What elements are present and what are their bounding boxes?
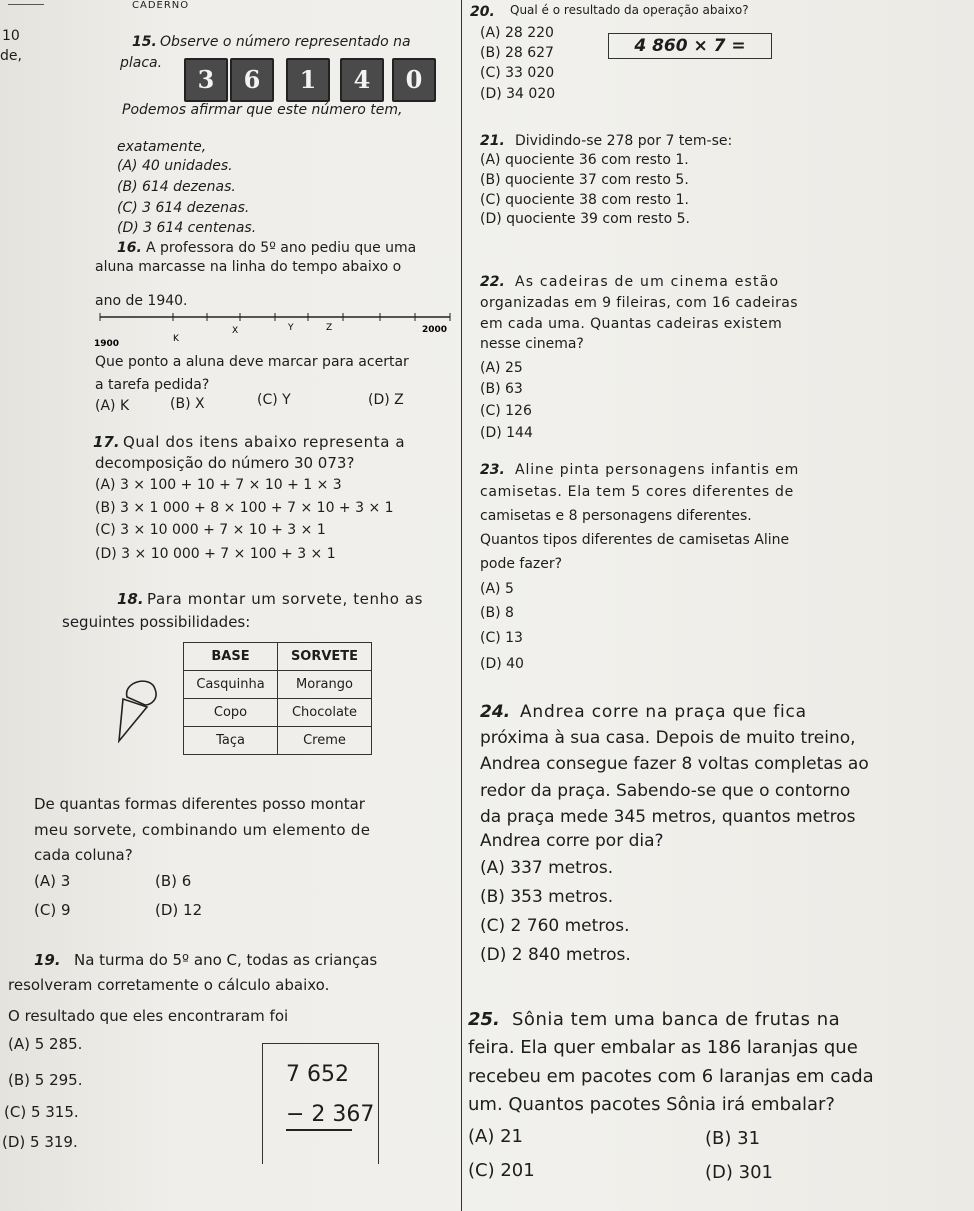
table-cell: Copo	[184, 699, 278, 727]
q22-text-3: em cada uma. Quantas cadeiras existem	[480, 316, 783, 332]
q24-option: (C) 2 760 metros.	[480, 916, 630, 936]
q18-question-3: cada coluna?	[34, 846, 133, 864]
q24-text-5: da praça mede 345 metros, quantos metros	[480, 807, 856, 827]
q19-number: 19.	[34, 951, 61, 969]
q24-option: (A) 337 metros.	[480, 858, 614, 878]
q23-option: (B) 8	[480, 605, 514, 621]
q19-text-2: resolveram corretamente o cálculo abaixo.	[8, 976, 330, 994]
subtraction-line	[286, 1129, 352, 1131]
q15-prompt-2: placa.	[120, 55, 163, 71]
q17-text-1: Qual dos itens abaixo representa a	[123, 433, 406, 451]
plate-digit: 1	[286, 58, 330, 102]
plate-digit: 3	[184, 58, 228, 102]
table-cell: Creme	[278, 727, 372, 755]
caderno-label: CADERNO	[132, 0, 190, 11]
q17-option: (B) 3 × 1 000 + 8 × 100 + 7 × 10 + 3 × 1	[95, 500, 394, 516]
q22-number: 22.	[480, 274, 505, 290]
q24-option: (B) 353 metros.	[480, 887, 614, 907]
q25-option: (D) 301	[705, 1162, 773, 1183]
q18-option: (C) 9	[34, 901, 71, 919]
q21-option: (C) quociente 38 com resto 1.	[480, 192, 689, 208]
table-header-sorvete: SORVETE	[278, 643, 372, 671]
q18-text-1: Para montar um sorvete, tenho as	[147, 590, 424, 608]
q15-option: (C) 3 614 dezenas.	[117, 200, 250, 216]
q21-number: 21.	[480, 133, 505, 149]
q23-text-1: Aline pinta personagens infantis em	[515, 462, 800, 478]
q25-text-3: recebeu em pacotes com 6 laranjas em cada	[468, 1066, 874, 1087]
q22-text-4: nesse cinema?	[480, 336, 584, 352]
q20-option: (D) 34 020	[480, 86, 556, 102]
q22-text-2: organizadas em 9 fileiras, com 16 cadeiras	[480, 295, 798, 311]
q18-option: (D) 12	[155, 901, 203, 919]
table-row	[184, 699, 372, 727]
q25-number: 25.	[468, 1009, 500, 1030]
q24-number: 24.	[480, 702, 511, 722]
subtraction-top: 7 652	[286, 1062, 349, 1087]
q21-option: (D) quociente 39 com resto 5.	[480, 211, 690, 227]
table-row	[184, 671, 372, 699]
q24-option: (D) 2 840 metros.	[480, 945, 631, 965]
timeline-point: X	[232, 326, 239, 336]
q15-statement-1: Podemos afirmar que este número tem,	[122, 102, 403, 118]
table-header-row	[184, 643, 372, 671]
q16-question-2: a tarefa pedida?	[95, 377, 210, 393]
q19-option: (D) 5 319.	[2, 1133, 78, 1151]
q18-question-1: De quantas formas diferentes posso montar	[34, 795, 365, 813]
q17-option: (A) 3 × 100 + 10 + 7 × 10 + 1 × 3	[95, 477, 342, 493]
q25-text-4: um. Quantos pacotes Sônia irá embalar?	[468, 1094, 835, 1115]
q23-option: (C) 13	[480, 630, 523, 646]
q21-option: (B) quociente 37 com resto 5.	[480, 172, 689, 188]
q17-text-2: decomposição do número 30 073?	[95, 454, 355, 472]
subtraction-bottom: − 2 367	[286, 1102, 375, 1127]
q18-text-2: seguintes possibilidades:	[62, 613, 251, 631]
q20-option: (C) 33 020	[480, 65, 555, 81]
q20-option: (A) 28 220	[480, 25, 554, 41]
q18-option: (B) 6	[155, 872, 192, 890]
q18-number: 18.	[117, 590, 144, 608]
q25-text-2: feira. Ela quer embalar as 186 laranjas que	[468, 1037, 858, 1058]
q15-statement-2: exatamente,	[117, 139, 207, 155]
table-cell: Casquinha	[184, 671, 278, 699]
table-cell: Taça	[184, 727, 278, 755]
q24-text-4: redor da praça. Sabendo-se que o contorno	[480, 781, 851, 801]
q19-option: (A) 5 285.	[8, 1035, 83, 1053]
q16-option: (A) K	[95, 398, 130, 414]
q25-option: (A) 21	[468, 1126, 523, 1147]
multiplication-expression: 4 860 × 7 =	[608, 33, 772, 59]
q25-option: (B) 31	[705, 1128, 761, 1149]
q22-option: (D) 144	[480, 425, 533, 441]
q16-text-2: aluna marcasse na linha do tempo abaixo o	[95, 259, 402, 275]
plate-digit: 0	[392, 58, 436, 102]
q18-question-2: meu sorvete, combinando um elemento de	[34, 821, 371, 839]
q16-text-1: A professora do 5º ano pediu que uma	[146, 240, 417, 256]
q17-option: (C) 3 × 10 000 + 7 × 10 + 3 × 1	[95, 522, 326, 538]
ice-cream-cone-icon	[115, 675, 165, 745]
q22-text-1: As cadeiras de um cinema estão	[515, 274, 780, 290]
q16-question-1: Que ponto a aluna deve marcar para acertar	[95, 354, 409, 370]
q17-number: 17.	[93, 433, 120, 451]
q20-number: 20.	[470, 4, 495, 20]
plate-digit: 4	[340, 58, 384, 102]
corner-number: 10	[2, 28, 20, 44]
q21-text: Dividindo-se 278 por 7 tem-se:	[515, 133, 733, 149]
table-row	[184, 727, 372, 755]
q22-option: (A) 25	[480, 360, 523, 376]
q15-option: (D) 3 614 centenas.	[117, 220, 257, 236]
q23-text-5: pode fazer?	[480, 556, 563, 572]
q24-text-2: próxima à sua casa. Depois de muito treino,	[480, 728, 856, 748]
q16-number: 16.	[117, 240, 142, 256]
q16-option: (C) Y	[257, 392, 291, 408]
q25-option: (C) 201	[468, 1160, 535, 1181]
q15-prompt-1: Observe o número representado na	[160, 34, 411, 50]
q24-text-6: Andrea corre por dia?	[480, 831, 664, 851]
column-divider	[461, 0, 462, 1211]
q23-text-2: camisetas. Ela tem 5 cores diferentes de	[480, 484, 794, 500]
q16-option: (B) X	[170, 396, 205, 412]
q17-option: (D) 3 × 10 000 + 7 × 100 + 3 × 1	[95, 546, 336, 562]
q20-option: (B) 28 627	[480, 45, 554, 61]
q23-text-3: camisetas e 8 personagens diferentes.	[480, 508, 752, 524]
q24-text-3: Andrea consegue fazer 8 voltas completas ao	[480, 754, 869, 774]
q15-option: (A) 40 unidades.	[117, 158, 233, 174]
timeline-start: 1900	[94, 339, 120, 349]
q22-option: (B) 63	[480, 381, 523, 397]
timeline	[90, 305, 460, 350]
timeline-end: 2000	[422, 325, 448, 335]
q25-text-1: Sônia tem uma banca de frutas na	[512, 1009, 841, 1030]
q24-text-1: Andrea corre na praça que fica	[520, 702, 807, 722]
table-header-base: BASE	[184, 643, 278, 671]
q20-prompt: Qual é o resultado da operação abaixo?	[510, 3, 749, 17]
q19-option: (C) 5 315.	[4, 1103, 79, 1121]
header-rule	[8, 0, 44, 5]
table-cell: Morango	[278, 671, 372, 699]
timeline-point: Z	[326, 323, 333, 333]
q19-text-3: O resultado que eles encontraram foi	[8, 1007, 289, 1025]
q22-option: (C) 126	[480, 403, 532, 419]
q16-option: (D) Z	[368, 392, 404, 408]
timeline-point: K	[173, 334, 179, 344]
q18-option: (A) 3	[34, 872, 71, 890]
q19-option: (B) 5 295.	[8, 1071, 83, 1089]
q23-number: 23.	[480, 462, 505, 478]
corner-text: de,	[0, 48, 22, 64]
plate-digit: 6	[230, 58, 274, 102]
ice-cream-options-table	[183, 642, 372, 755]
table-cell: Chocolate	[278, 699, 372, 727]
q23-option: (A) 5	[480, 581, 514, 597]
q15-option: (B) 614 dezenas.	[117, 179, 236, 195]
timeline-point: Y	[288, 323, 294, 333]
q23-option: (D) 40	[480, 656, 524, 672]
q15-number: 15.	[132, 34, 157, 50]
q21-option: (A) quociente 36 com resto 1.	[480, 152, 689, 168]
q16-text-3: ano de 1940.	[95, 293, 188, 309]
q19-text-1: Na turma do 5º ano C, todas as crianças	[74, 951, 378, 969]
q23-text-4: Quantos tipos diferentes de camisetas Aline	[480, 532, 790, 548]
